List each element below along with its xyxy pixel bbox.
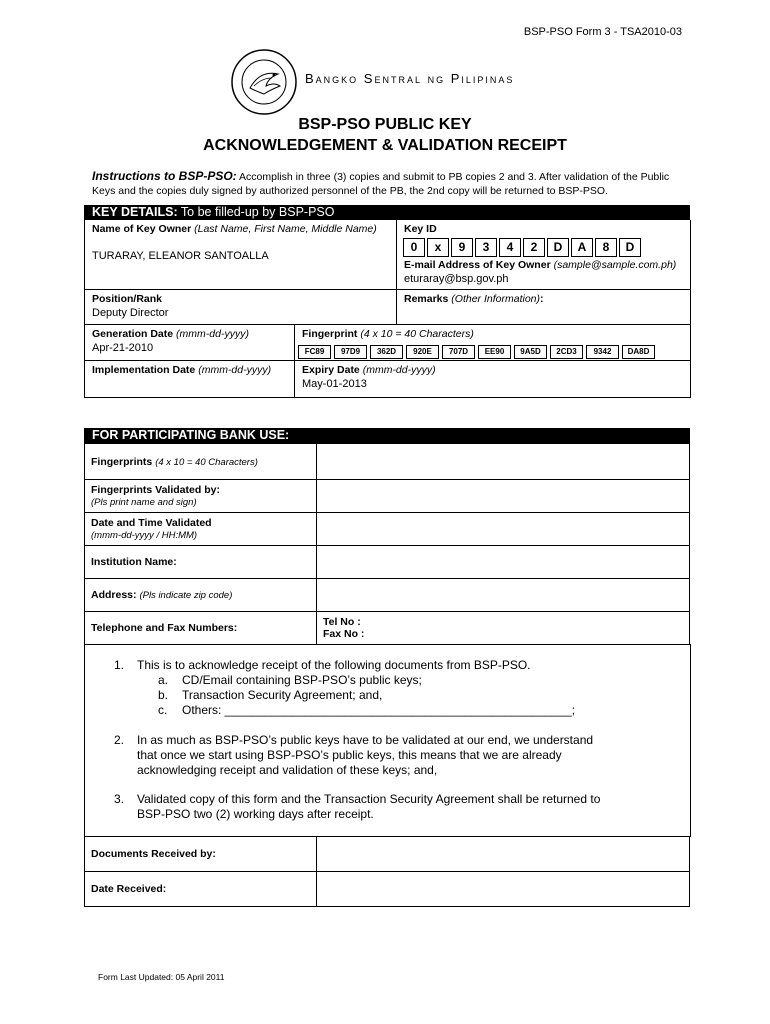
impl-date-label: Implementation Date (mmm-dd-yyyy) <box>92 364 272 376</box>
docs-received-field[interactable] <box>317 837 690 872</box>
pb-row: Telephone and Fax Numbers: Tel No : Fax No : <box>85 612 690 645</box>
pb-row: Date and Time Validated (mmm-dd-yyyy / HH:MM) <box>85 513 690 546</box>
ack-item-3-line-1: Validated copy of this form and the Transaction Security Agreement shall be returned to <box>137 792 601 806</box>
pb-fingerprints-field[interactable] <box>317 444 690 480</box>
date-received-field[interactable] <box>317 872 690 907</box>
instructions-line-2: Keys and the copies duly signed by authorized personnel of the PB, the 2nd copy will be returned to BSP-PSO. <box>92 185 608 197</box>
fingerprint-block: 920E <box>406 345 439 359</box>
key-details-header-bold: KEY DETAILS: <box>92 205 178 219</box>
fingerprint-block: 707D <box>442 345 475 359</box>
form-number: BSP-PSO Form 3 - TSA2010-03 <box>523 26 682 38</box>
keyid-char: 4 <box>499 238 521 257</box>
keyid-char: 0 <box>403 238 425 257</box>
ack-item-2-line-3: acknowledging receipt and validation of these keys; and, <box>137 763 438 777</box>
keyid-char: x <box>427 238 449 257</box>
footer: Form Last Updated: 05 April 2011 <box>98 972 225 982</box>
received-row: Date Received: <box>85 872 690 907</box>
fingerprint-label: Fingerprint (4 x 10 = 40 Characters) <box>302 328 474 340</box>
ack-item-3-line-2: BSP-PSO two (2) working days after receipt. <box>137 807 374 821</box>
name-label: Name of Key Owner (Last Name, First Name, Middle Name) <box>92 223 377 235</box>
fingerprint-block: EE90 <box>478 345 511 359</box>
ack-sub-c-num: c. <box>158 703 168 717</box>
divider <box>84 360 690 361</box>
keyid-char: 8 <box>595 238 617 257</box>
fingerprint-block: FC89 <box>298 345 331 359</box>
ack-item-2-num: 2. <box>114 733 125 747</box>
title-line-1: BSP-PSO PUBLIC KEY <box>298 116 472 133</box>
keyid-char: 2 <box>523 238 545 257</box>
keyid-char: D <box>619 238 641 257</box>
gen-date-value: Apr-21-2010 <box>92 342 154 354</box>
instructions-lead: Instructions to BSP-PSO: <box>92 169 237 183</box>
ack-item-3-num: 3. <box>114 792 125 806</box>
fingerprint-block: 9342 <box>586 345 619 359</box>
ack-item-2-line-1: In as much as BSP-PSO’s public keys have to be validated at our end, we understand <box>137 733 594 747</box>
pb-institution-field[interactable] <box>317 546 690 579</box>
pb-phone-field[interactable]: Tel No : Fax No : <box>317 612 690 645</box>
pb-header: FOR PARTICIPATING BANK USE: <box>84 428 690 443</box>
pb-row: Fingerprints (4 x 10 = 40 Characters) <box>85 444 690 480</box>
ack-sub-b-num: b. <box>158 688 169 702</box>
pb-address-field[interactable] <box>317 579 690 612</box>
divider <box>396 220 397 324</box>
bank-name: Bangko Sentral ng Pilipinas <box>305 71 515 86</box>
key-details-header-rest: To be filled-up by BSP-PSO <box>177 205 335 219</box>
remarks-label: Remarks (Other Information): <box>404 293 544 305</box>
divider <box>84 324 690 325</box>
gen-date-label: Generation Date (mmm-dd-yyyy) <box>92 328 249 340</box>
pb-table <box>84 443 690 645</box>
keyid-char: D <box>547 238 569 257</box>
fingerprint-block: 2CD3 <box>550 345 583 359</box>
ack-item-2-line-2: that once we start using BSP-PSO’s public keys, this means that we are already <box>137 748 562 762</box>
bsp-seal-logo <box>230 48 298 116</box>
pb-row: Fingerprints Validated by: (Pls print name and sign) <box>85 480 690 513</box>
title-line-2: ACKNOWLEDGEMENT & VALIDATION RECEIPT <box>203 137 567 154</box>
ack-sub-a-num: a. <box>158 673 169 687</box>
instructions-line-1: Accomplish in three (3) copies and submit to PB copies 2 and 3. After validation of the Public <box>236 171 670 183</box>
position-label: Position/Rank <box>92 293 163 305</box>
keyid-char: 9 <box>451 238 473 257</box>
received-table <box>84 836 690 907</box>
instructions <box>92 169 692 198</box>
ack-sub-b: Transaction Security Agreement; and, <box>182 688 383 702</box>
ack-sub-c: Others: ____________________________________________________; <box>182 703 576 717</box>
key-details-header <box>84 205 690 220</box>
email-label: E-mail Address of Key Owner (sample@sample.com.ph) <box>404 259 677 271</box>
fingerprint-block: 9A5D <box>514 345 547 359</box>
pb-fp-validated-field[interactable] <box>317 480 690 513</box>
keyid-cells <box>403 238 643 257</box>
divider <box>84 289 690 290</box>
position-value: Deputy Director <box>92 307 169 319</box>
fingerprint-block: 362D <box>370 345 403 359</box>
fingerprint-block: 97D9 <box>334 345 367 359</box>
keyid-char: 3 <box>475 238 497 257</box>
expiry-date-value: May-01-2013 <box>302 378 367 390</box>
keyid-char: A <box>571 238 593 257</box>
pb-dt-validated-field[interactable] <box>317 513 690 546</box>
received-row: Documents Received by: <box>85 837 690 872</box>
ack-item-1: This is to acknowledge receipt of the following documents from BSP-PSO. <box>137 658 531 672</box>
pb-row: Address: (Pls indicate zip code) <box>85 579 690 612</box>
pb-row: Institution Name: <box>85 546 690 579</box>
keyid-label: Key ID <box>404 223 437 235</box>
fingerprint-cells <box>298 345 658 359</box>
email-value: eturaray@bsp.gov.ph <box>404 273 509 285</box>
expiry-date-label: Expiry Date (mmm-dd-yyyy) <box>302 364 436 376</box>
ack-item-1-num: 1. <box>114 658 125 672</box>
name-value: TURARAY, ELEANOR SANTOALLA <box>92 250 269 262</box>
fingerprint-block: DA8D <box>622 345 655 359</box>
ack-sub-a: CD/Email containing BSP-PSO’s public keys; <box>182 673 422 687</box>
